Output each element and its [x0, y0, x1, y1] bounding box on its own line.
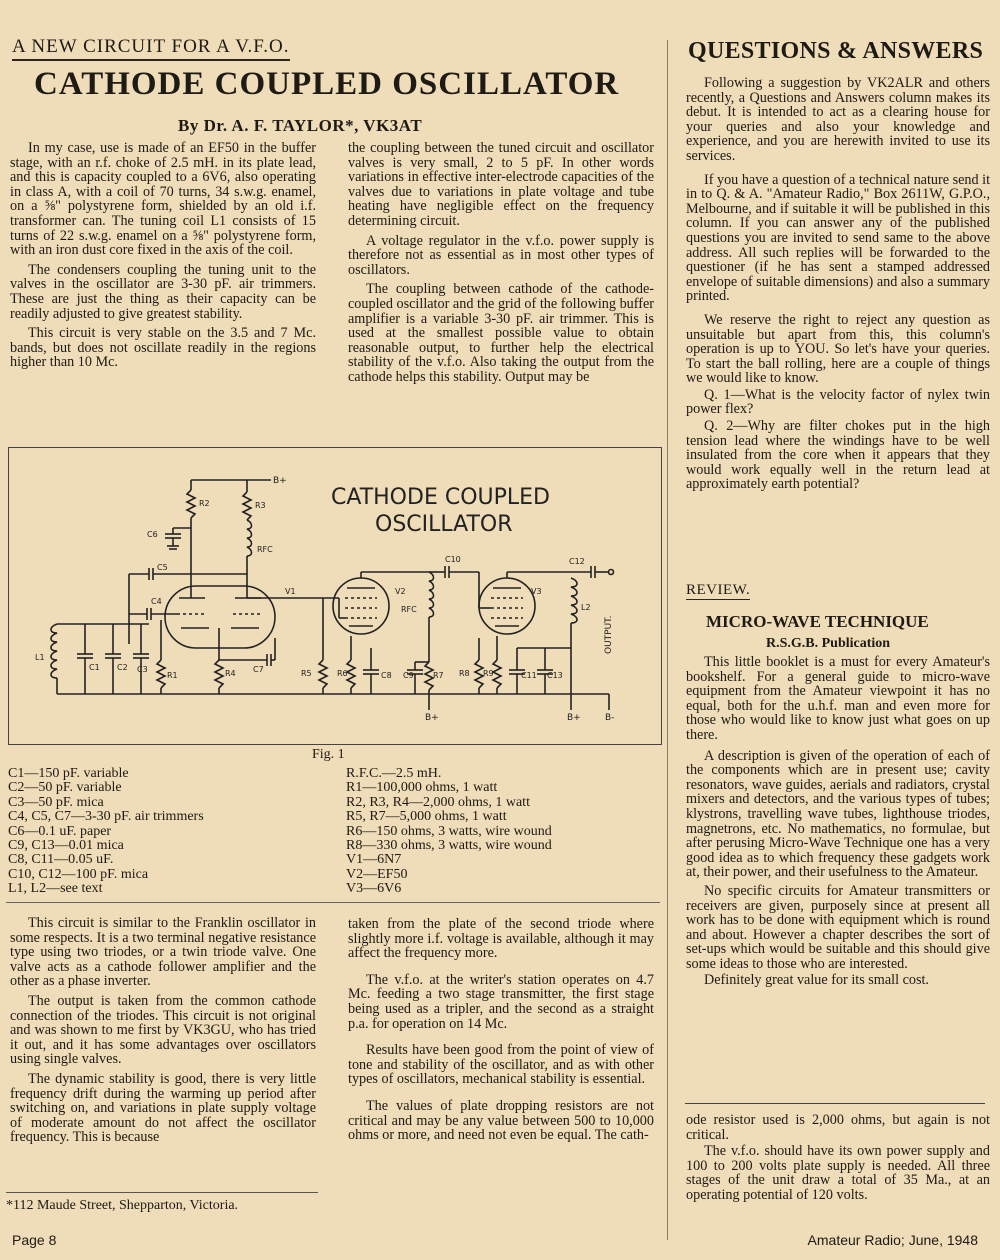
label-c13: C13 [547, 671, 563, 680]
intro-column-2 [348, 141, 654, 390]
review-subtitle: R.S.G.B. Publication [766, 636, 891, 651]
label-r6: R6 [337, 669, 348, 678]
paragraph: The output is taken from the common cathode connection of the triodes. This circuit is not original and was shown to me first by VK3GU, who has tried it out, and it has some advantages over oscillators using single valves. [10, 992, 316, 1068]
label-r9: R9 [483, 669, 494, 678]
part-item: C3—50 pF. mica [8, 794, 104, 810]
intro-column-1 [10, 141, 316, 375]
paragraph: A description is given of the operation of each of the components which are in present use; cavity resonators, wave guides, aerials and radiators, crystal mixers and detectors, and the various types of tubes; klystrons, travelling wave tubes, lighthouse triodes, magnetrons, etc. No mathematics, no formulae, but after perusing Micro-Wave Technique one has a very good idea as to which frequency these gadgets work at, their power, and their usefulness to the Amateur. [686, 747, 990, 881]
label-r7: R7 [433, 671, 444, 680]
label-c1: C1 [89, 663, 100, 672]
paragraph: Q. 1—What is the velocity factor of nylex twin power flex? [686, 386, 990, 418]
label-l2: L2 [581, 603, 591, 612]
part-item: L1, L2—see text [8, 881, 103, 897]
part-item: V1—6N7 [346, 852, 402, 868]
label-bminus: B- [605, 713, 615, 723]
label-c2: C2 [117, 663, 128, 672]
paragraph: No specific circuits for Amateur transmitters or receivers are given, purposely since at present all work has to be done with equipment which is round and about. However a chapter describes the sort of set-ups which would be suitable and this should give some ideas to those who are interested. [686, 882, 990, 972]
label-c10: C10 [445, 555, 461, 564]
label-bplus-2: B+ [567, 713, 581, 723]
review-column [686, 655, 990, 993]
label-c9: C9 [403, 671, 414, 680]
paragraph: This circuit is very stable on the 3.5 and 7 Mc. bands, but does not oscillate readily in the regions higher than 10 Mc. [10, 325, 316, 371]
footnote-rule [6, 1192, 318, 1193]
label-c12: C12 [569, 557, 585, 566]
publication-info: Amateur Radio; June, 1948 [807, 1232, 978, 1248]
label-c11: C11 [521, 671, 537, 680]
paragraph: Following a suggestion by VK2ALR and others recently, a Questions and Answers column makes its debut. It is intended to act as a clearing house for your queries and also your knowledge and experience, and you are herewith invited to use its services. [686, 75, 990, 164]
schematic-drawing [9, 448, 661, 744]
article-byline: By Dr. A. F. TAYLOR*, VK3AT [178, 116, 423, 135]
label-c3: C3 [137, 665, 148, 674]
footnote: *112 Maude Street, Shepparton, Victoria. [6, 1198, 239, 1213]
part-item: C9, C13—0.01 mica [8, 838, 124, 854]
label-bplus-top: B+ [273, 476, 287, 486]
part-item: R.F.C.—2.5 mH. [346, 766, 442, 781]
part-item: C6—0.1 uF. paper [8, 823, 112, 839]
paragraph: The v.f.o. should have its own power supply and 100 to 200 volts plate supply is needed. All three stages of the unit draw a total of 35 Ma., at an operating potential of 120 volts. [686, 1143, 990, 1203]
label-output: OUTPUT. [604, 615, 614, 654]
paragraph: The values of plate dropping resistors are not critical and may be any value between 500 to 10,000 ohms or more, and need not even be equal. The cath- [348, 1097, 654, 1144]
paragraph: If you have a question of a technical nature send it in to Q. & A. "Amateur Radio," Box 2611W, G.P.O., Melbourne, and if suitable it will be published in this column. If you can answer any of the published questions you are invited to send same to the above address. All such replies will be forwarded to the questioner (if he has sent a stamped addressed envelope of suitable dimensions) and also a summary printed. [686, 171, 991, 305]
body-column-1 [10, 916, 316, 1150]
part-item: C2—50 pF. variable [8, 780, 122, 796]
label-r1: R1 [167, 671, 178, 680]
parts-list-right [346, 767, 552, 897]
review-label: REVIEW. [686, 582, 751, 598]
paragraph: The dynamic stability is good, there is very little frequency drift during the warming up period after switching on, and variations in plate supply voltage of moderate amount do not affect the oscillator frequency. This is because [10, 1070, 316, 1146]
label-v2: V2 [395, 587, 406, 596]
paragraph: Q. 2—Why are filter chokes put in the high tension lead where the windings have to be well insulated from the core when it appears that they would work equally well in the return lead at approximately earth potential? [686, 418, 990, 493]
paragraph: In my case, use is made of an EF50 in the buffer stage, with an r.f. choke of 2.5 mH. in its plate lead, and this is capacity coupled to a 6V6, also operating in class A, with a coil of 70 turns, 34 s.w.g. enamel, on a ⅝" polystyrene form, shielded by an old i.f. transformer can. The tuning coil L1 consists of 15 turns of 22 s.w.g. enamel on a ⅝" polystyrene form, with an iron dust core fixed in the axis of the coil. [10, 140, 316, 259]
section-divider [6, 902, 660, 903]
parts-list-left [8, 767, 204, 897]
part-item: C4, C5, C7—3-30 pF. air trimmers [8, 809, 204, 825]
label-l1: L1 [35, 653, 45, 662]
label-rfc-2: RFC [401, 605, 417, 614]
continuation-column [686, 1113, 990, 1208]
paragraph: taken from the plate of the second triode where slightly more i.f. voltage is available, although it may affect the frequency more. [348, 916, 654, 962]
label-r4: R4 [225, 669, 236, 678]
paragraph: The v.f.o. at the writer's station operates on 4.7 Mc. feeding a two stage transmitter, the first stage being used as a tripler, and the second as a straight p.a. for operation on 14 Mc. [348, 971, 654, 1032]
qa-column [686, 76, 990, 497]
label-bplus-1: B+ [425, 713, 439, 723]
label-c8: C8 [381, 671, 392, 680]
continuation-rule [685, 1103, 985, 1104]
paragraph: The coupling between cathode of the cathode-coupled oscillator and the grid of the following buffer amplifier is a variable 3-30 pF. air trimmer. This is used at the smallest possible value to obtain reasonable output, to further help the electrical stability of the v.f.o. Also taking the output from the cathode helps this stability. Output may be [348, 281, 654, 385]
label-v1: V1 [285, 587, 296, 596]
body-column-2 [348, 917, 654, 1148]
paragraph: ode resistor used is 2,000 ohms, but again is not critical. [686, 1112, 990, 1143]
part-item: R2, R3, R4—2,000 ohms, 1 watt [346, 794, 530, 810]
article-title: CATHODE COUPLED OSCILLATOR [34, 66, 620, 102]
page-number: Page 8 [12, 1232, 57, 1248]
circuit-diagram [8, 447, 662, 745]
paragraph: This circuit is similar to the Franklin oscillator in some respects. It is a two terminal negative resistance type using two triodes, or a twin triode valve. One valve acts as a cathode follower amplifier and the other as a phase inverter. [10, 915, 316, 990]
diagram-title-line1: CATHODE COUPLED [331, 485, 550, 510]
part-item: V2—EF50 [346, 866, 408, 882]
part-item: R8—330 ohms, 3 watts, wire wound [346, 838, 552, 854]
label-r8: R8 [459, 669, 470, 678]
figure-caption: Fig. 1 [312, 747, 345, 762]
label-c6: C6 [147, 530, 158, 539]
label-c4: C4 [151, 597, 162, 606]
paragraph: Definitely great value for its small cost. [704, 972, 929, 989]
part-item: R6—150 ohms, 3 watts, wire wound [346, 823, 552, 839]
part-item: C1—150 pF. variable [8, 766, 129, 781]
paragraph: Results have been good from the point of view of tone and stability of the oscillator, and as with other types of oscillators, mechanical stability is essential. [348, 1042, 654, 1088]
article-kicker: A NEW CIRCUIT FOR A V.F.O. [12, 36, 290, 61]
part-item: C10, C12—100 pF. mica [8, 866, 149, 882]
label-r3: R3 [255, 501, 266, 510]
diagram-title-line2: OSCILLATOR [375, 512, 513, 537]
label-c7: C7 [253, 665, 264, 674]
qa-title: QUESTIONS & ANSWERS [688, 38, 984, 64]
label-rfc-1: RFC [257, 545, 273, 554]
paragraph: We reserve the right to reject any question as unsuitable but apart from this, this column's operation is up to YOU. So let's have your queries. To start the ball rolling, here are a couple of things we would like to know. [686, 311, 990, 387]
paragraph: A voltage regulator in the v.f.o. power supply is therefore not as essential as in most other types of oscillators. [348, 232, 654, 278]
label-r2: R2 [199, 499, 210, 508]
review-title: MICRO-WAVE TECHNIQUE [706, 612, 929, 631]
label-c5: C5 [157, 563, 168, 572]
part-item: R5, R7—5,000 ohms, 1 watt [346, 809, 507, 825]
label-v3: V3 [531, 587, 542, 596]
label-r5: R5 [301, 669, 312, 678]
paragraph: This little booklet is a must for every Amateur's bookshelf. For a general guide to micro-wave equipment from the Amateur viewpoint it has no equal, both for the u.h.f. man and even more for those who would like to know just what goes on up there. [686, 654, 990, 743]
part-item: R1—100,000 ohms, 1 watt [346, 780, 498, 796]
column-divider [667, 40, 668, 1240]
paragraph: The condensers coupling the tuning unit to the valves in the oscillator are 3-30 pF. air trimmers. These are just the thing as their capacity can be readily adjusted to give greatest stability. [10, 261, 316, 322]
part-item: V3—6V6 [346, 881, 402, 897]
paragraph: the coupling between the tuned circuit and oscillator valves is very small, 2 to 5 pF. In other words variations in effective inter-electrode capacities of the valves due to variations in plate voltage and tube heating have negligible effect on the frequency determining circuit. [348, 140, 654, 229]
part-item: C8, C11—0.05 uF. [8, 852, 114, 868]
